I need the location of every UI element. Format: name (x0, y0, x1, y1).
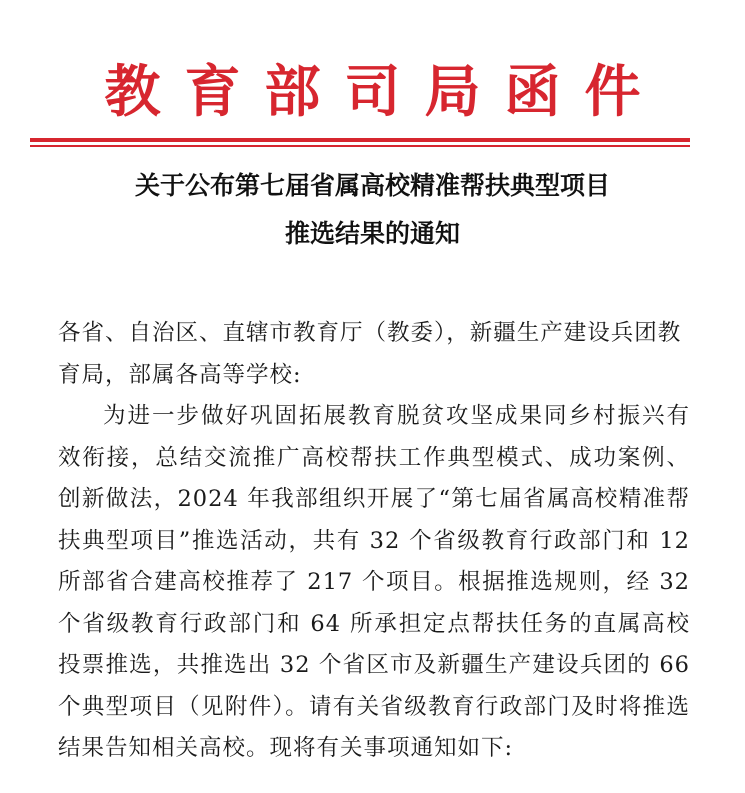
document-title-line-1: 关于公布第七届省属高校精准帮扶典型项目 (134, 171, 610, 200)
masthead-title: 教育部司局函件 (104, 59, 665, 125)
masthead-rule-thick (30, 138, 690, 142)
body-paragraph: 为进一步做好巩固拓展教育脱贫攻坚成果同乡村振兴有效衔接，总结交流推广高校帮扶工作典型模式、成功案例、创新做法，2024 年我部组织开展了“第七届省属高校精准帮扶典型项目”推选活动，共有 32 个省级教育行政部门和 12 所部省合建高校推荐了 217 个项目。根据推选规则，经 32 个省级教育行政部门和 64 所承担定点帮扶任务的直属高校投票推选，共推选出 32 个省区市及新疆生产建设兵团的 66 个典型项目（见附件）。请有关省级教育行政部门及时将推选结果告知相关高校。现将有关事项通知如下: (58, 403, 690, 761)
salutation: 各省、自治区、直辖市教育厅（教委），新疆生产建设兵团教育局，部属各高等学校: (58, 320, 682, 388)
document-title-line-2: 推选结果的通知 (284, 219, 460, 248)
masthead-rule-thin (30, 145, 690, 147)
